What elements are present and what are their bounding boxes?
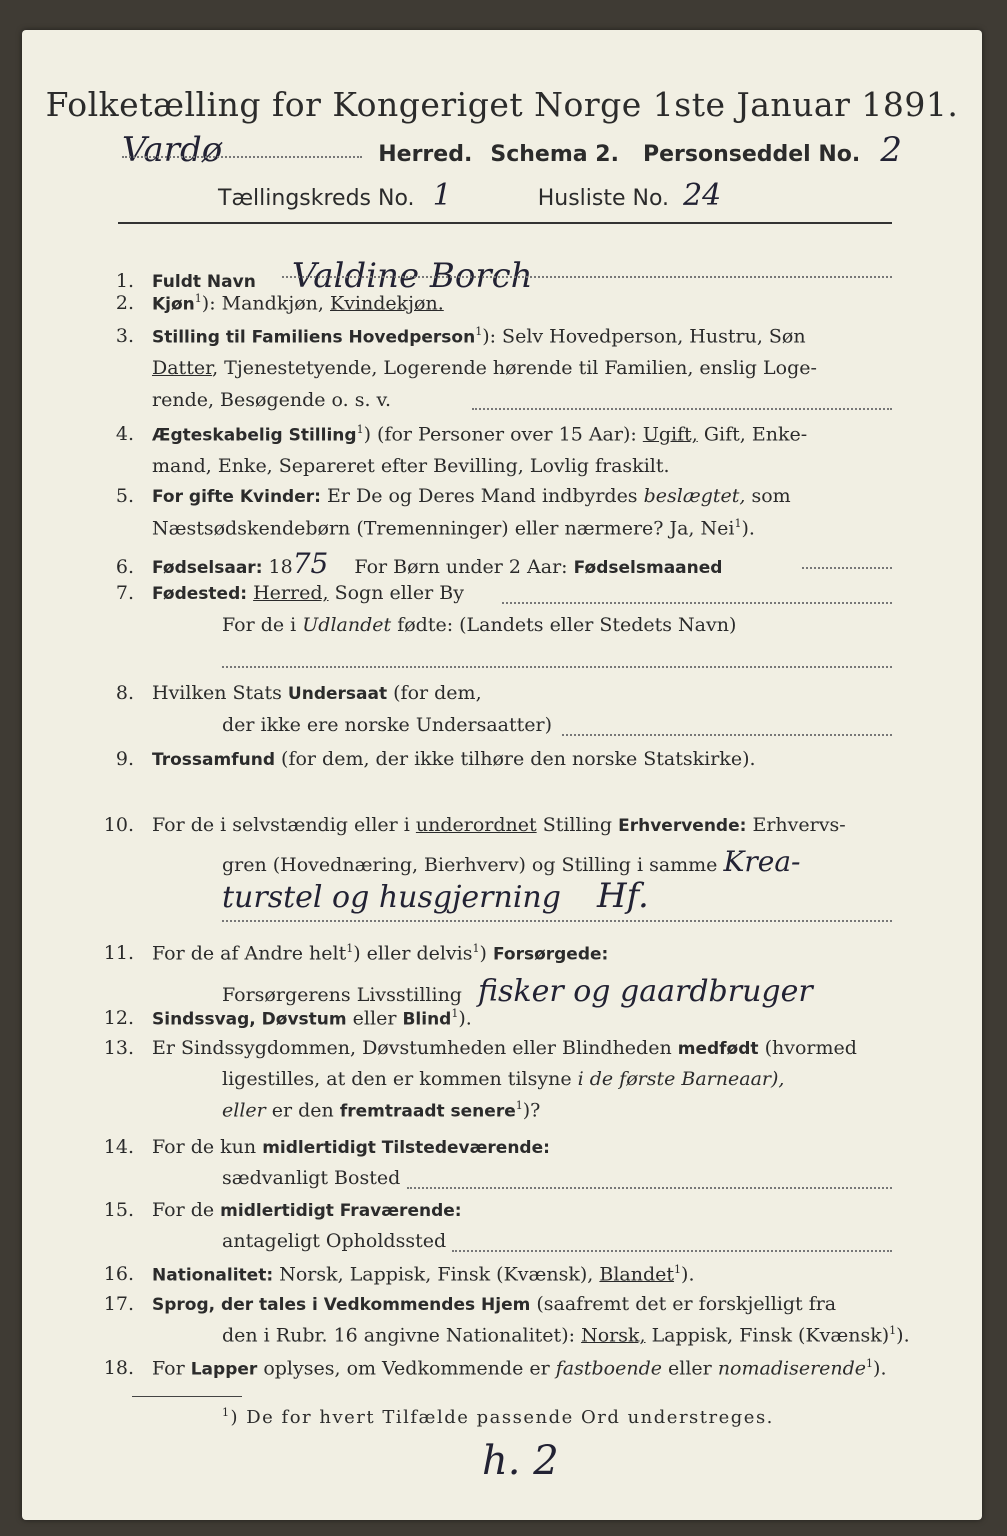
item-label: Erhvervende: [618, 816, 747, 836]
item-number: 9. [115, 748, 134, 770]
superscript: 1 [515, 1099, 523, 1112]
item-text: For [152, 1357, 185, 1380]
superscript: 1 [734, 517, 742, 530]
item-text: ) [479, 942, 487, 965]
superscript: 1 [866, 1357, 874, 1370]
item-text: ) eller delvis [353, 942, 473, 965]
item-15 [82, 1199, 462, 1221]
item-text: eller [668, 1357, 712, 1380]
item-number: 17. [103, 1293, 134, 1315]
husliste-handwritten: 24 [683, 178, 722, 213]
item-text: ). [741, 517, 755, 540]
item-italic: i de første Barneaar), [577, 1068, 785, 1090]
superscript: 1 [451, 1007, 459, 1020]
item-number: 13. [103, 1037, 134, 1059]
item-text: (saafremt det er forskjelligt fra [536, 1293, 837, 1315]
item-number: 15. [103, 1199, 134, 1221]
item-text: sædvanligt Bosted [222, 1167, 401, 1189]
item-7-line2 [222, 614, 736, 636]
item-text: Forsørgerens Livsstilling [222, 984, 462, 1006]
item-15-line2 [222, 1230, 446, 1252]
item-label: Blind [402, 1009, 452, 1030]
item-13-line2 [222, 1068, 784, 1090]
item-16 [82, 1263, 695, 1285]
item-text: fødte: (Landets eller Stedets Navn) [397, 614, 737, 636]
full-name-handwritten: Valdine Borch [291, 256, 533, 296]
underlined-option: Kvindekjøn. [330, 292, 444, 315]
item-text: gren (Hovednæring, Bierhverv) og Stilling i samme [222, 854, 718, 876]
header-rule [118, 222, 892, 224]
item-label: Ægteskabelig Stilling [152, 425, 357, 446]
item-4 [82, 423, 807, 445]
occupation-handwritten: Krea- [723, 845, 801, 878]
item-number: 14. [103, 1136, 134, 1158]
superscript: 1 [194, 292, 202, 305]
form-title: Folketælling for Kongeriget Norge 1ste Januar 1891. [45, 85, 959, 124]
item-label: Fødselsmaaned [573, 558, 723, 578]
item-5-line2 [152, 517, 755, 539]
herred-line [122, 130, 902, 170]
kreds-line [218, 178, 721, 213]
occupation-handwritten: turstel og husgjerning [222, 880, 561, 915]
item-number: 7. [115, 582, 134, 604]
underlined-option: Herred, [253, 582, 329, 604]
superscript: 1 [889, 1324, 897, 1337]
item-text: Hvilken Stats [152, 682, 282, 704]
item-14-line2 [222, 1167, 400, 1189]
item-text: rende, Besøgende o. s. v. [152, 389, 392, 411]
superscript: 1 [472, 942, 480, 955]
item-text: )? [522, 1099, 541, 1122]
item-text: Gift, Enke- [703, 423, 808, 446]
item-number: 1. [115, 270, 134, 292]
item-text: Norsk, Lappisk, Finsk (Kvænsk), [279, 1263, 594, 1286]
item-label: Forsørgede: [492, 944, 609, 965]
item-text: ). [873, 1357, 887, 1380]
item-10-line3 [222, 876, 649, 916]
superscript: 1 [222, 1406, 231, 1419]
item-label: Lapper [190, 1359, 258, 1380]
item-text: ligestilles, at den er kommen tilsyne [222, 1068, 572, 1090]
item-number: 16. [103, 1263, 134, 1286]
birth-year-handwritten: 75 [292, 547, 329, 580]
item-7 [82, 582, 464, 604]
schema-label: Schema 2. [490, 142, 619, 167]
item-text: som [751, 485, 791, 507]
item-3-line3 [152, 389, 391, 411]
item-text: antageligt Opholdssted [222, 1230, 447, 1252]
item-number: 18. [103, 1357, 134, 1380]
item-9 [82, 748, 756, 770]
item-label: Kjøn [152, 294, 195, 315]
item-number: 2. [115, 292, 134, 315]
item-8-line2 [222, 714, 552, 736]
item-5 [82, 485, 791, 507]
item-label: midlertidigt Fraværende: [220, 1201, 462, 1221]
item-18 [82, 1357, 887, 1379]
item-text: oplyses, om Vedkommende er [263, 1357, 550, 1380]
footnote [222, 1406, 774, 1428]
item-11-line2 [222, 974, 813, 1009]
item-italic: fastboende [555, 1357, 662, 1380]
item-label: midlertidigt Tilstedeværende: [262, 1138, 550, 1158]
item-text: ). [681, 1263, 695, 1286]
item-text: , Tjenestetyende, Logerende hørende til Familien, enslig Loge- [212, 357, 817, 379]
item-text: ): Selv Hovedperson, Hustru, Søn [482, 325, 806, 348]
item-number: 5. [115, 485, 134, 507]
kreds-label: Tællingskreds No. [218, 186, 415, 211]
item-label: Fødselsaar: [152, 558, 263, 578]
item-text: eller [352, 1007, 397, 1030]
item-number: 12. [103, 1007, 134, 1030]
item-text: Lappisk, Finsk (Kvænsk) [651, 1324, 890, 1347]
item-text: Erhvervs- [752, 814, 846, 836]
year-prefix: 18 [268, 556, 293, 578]
item-4-line2 [152, 455, 670, 477]
underlined-option: Blandet [599, 1263, 675, 1286]
item-14 [82, 1136, 550, 1158]
item-13-line3 [222, 1099, 540, 1121]
item-6 [82, 547, 722, 580]
item-text: Sogn eller By [334, 582, 464, 604]
item-text: Næstsødskendebørn (Tremenninger) eller nærmere? Ja, Nei [152, 517, 735, 540]
herred-handwritten: Vardø [122, 130, 223, 170]
item-number: 3. [115, 325, 134, 348]
item-label: Sprog, der tales i Vedkommendes Hjem [152, 1295, 531, 1315]
item-text: Er Sindssygdommen, Døvstumheden eller Blindheden [152, 1037, 672, 1059]
item-3-line2 [152, 357, 817, 379]
underlined-option: Ugift, [642, 423, 698, 446]
item-17 [82, 1293, 836, 1315]
item-text: ): Mandkjøn, [201, 292, 324, 315]
item-text: der ikke ere norske Undersaatter) [222, 714, 552, 736]
superscript: 1 [475, 325, 483, 338]
item-17-line2 [222, 1324, 910, 1346]
item-text: (for dem, [393, 682, 482, 704]
footnote-text: ) De for hvert Tilfælde passende Ord understreges. [230, 1407, 774, 1428]
item-2 [82, 292, 444, 314]
item-13 [82, 1037, 857, 1059]
census-form [22, 30, 982, 1520]
item-label: Stilling til Familiens Hovedperson [152, 327, 476, 348]
underlined-option: Datter [152, 357, 213, 379]
item-label: Fødested: [152, 584, 248, 604]
husliste-label: Husliste No. [537, 186, 670, 211]
item-text: ) (for Personer over 15 Aar): [363, 423, 637, 446]
underlined-option: Norsk, [581, 1324, 646, 1347]
item-12 [82, 1007, 472, 1029]
item-label: Trossamfund [152, 750, 275, 770]
item-italic: Udlandet [302, 614, 392, 636]
personseddel-handwritten: 2 [880, 130, 902, 170]
item-text: mand, Enke, Separeret efter Bevilling, Lovlig fraskilt. [152, 455, 670, 477]
item-10 [82, 814, 846, 836]
item-text: Stilling [542, 814, 613, 836]
item-text: For de [152, 1199, 215, 1221]
item-text: For de af Andre helt [152, 942, 347, 965]
superscript: 1 [346, 942, 354, 955]
item-text: For Børn under 2 Aar: [354, 556, 568, 578]
item-text: er den [271, 1099, 334, 1122]
item-label: Sindssvag, Døvstum [152, 1009, 347, 1030]
item-label: Undersaat [287, 684, 388, 704]
herred-label: Herred. [378, 142, 473, 167]
occupation-code-handwritten: Hf. [596, 876, 649, 916]
item-8 [82, 682, 482, 704]
item-label: Nationalitet: [152, 1265, 274, 1286]
footnote-rule [132, 1396, 242, 1397]
item-number: 4. [115, 423, 134, 446]
item-3 [82, 325, 806, 347]
item-label: medfødt [677, 1039, 759, 1059]
item-11 [82, 942, 608, 964]
personseddel-label: Personseddel No. [642, 142, 861, 167]
provider-occupation-handwritten: fisker og gaardbruger [478, 974, 813, 1009]
item-text: For de i [222, 614, 297, 636]
item-text: (hvormed [764, 1037, 857, 1059]
superscript: 1 [356, 423, 364, 436]
item-text: ). [458, 1007, 472, 1030]
item-italic: eller [222, 1099, 266, 1122]
item-text: ). [896, 1324, 910, 1347]
item-number: 8. [115, 682, 134, 704]
item-label: Fuldt Navn [152, 272, 256, 292]
underlined-option: underordnet [415, 814, 537, 836]
item-text: For de i selvstændig eller i [152, 814, 410, 836]
item-10-line2 [222, 845, 801, 878]
item-number: 6. [115, 556, 134, 578]
item-italic: beslægtet, [643, 485, 746, 507]
superscript: 1 [674, 1263, 682, 1276]
item-number: 11. [103, 942, 134, 965]
item-label: fremtraadt senere [339, 1101, 516, 1122]
item-number: 10. [103, 814, 134, 836]
item-italic: nomadiserende [717, 1357, 867, 1380]
item-text: Er De og Deres Mand indbyrdes [326, 485, 638, 507]
item-label: For gifte Kvinder: [152, 487, 321, 507]
item-text: den i Rubr. 16 angivne Nationalitet): [222, 1324, 576, 1347]
bottom-handwritten-mark: h. 2 [482, 1438, 559, 1484]
item-text: For de kun [152, 1136, 257, 1158]
item-text: (for dem, der ikke tilhøre den norske Statskirke). [281, 748, 756, 770]
kreds-handwritten: 1 [432, 178, 452, 213]
